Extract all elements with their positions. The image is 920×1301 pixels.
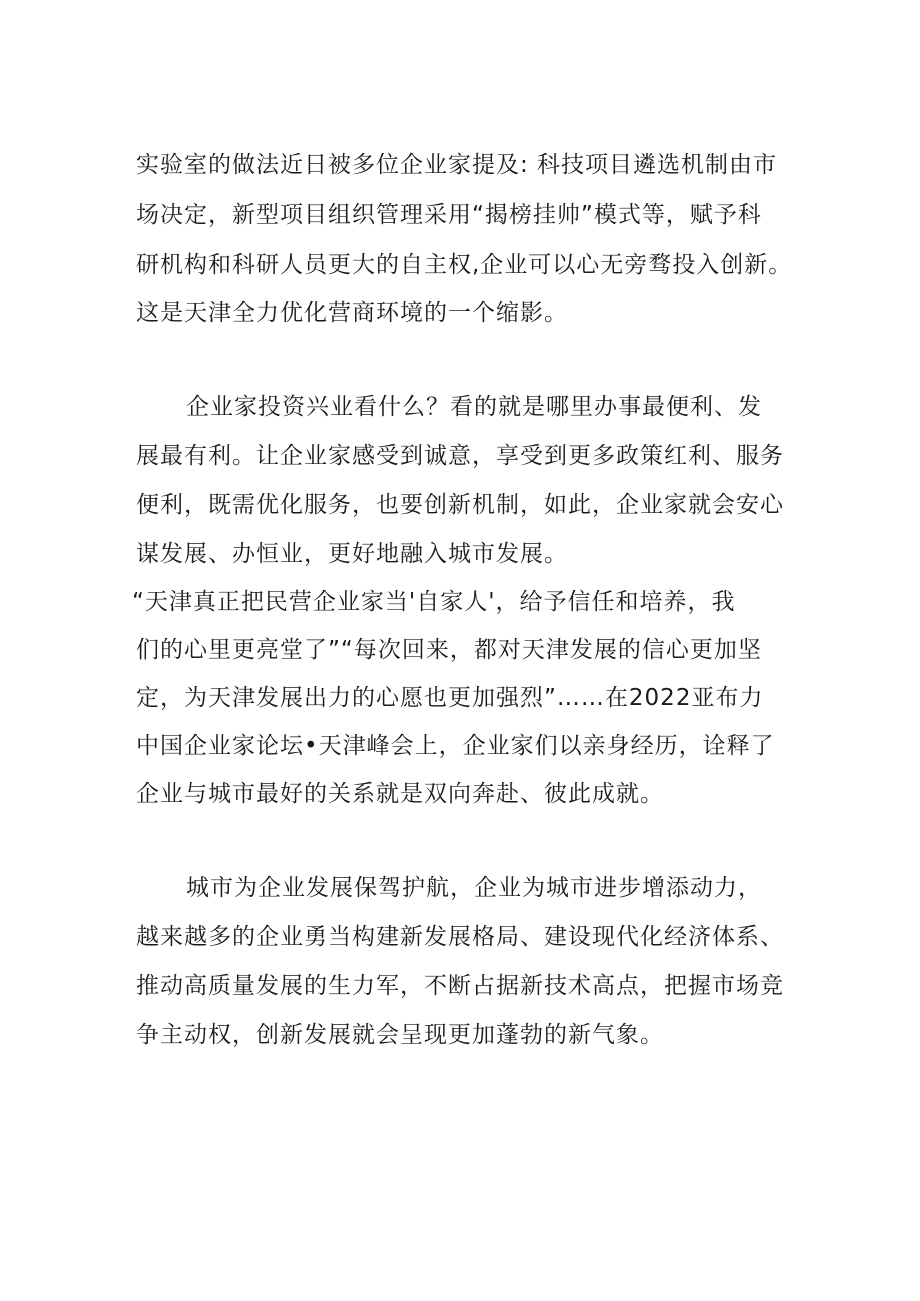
text-line: 便利，既需优化服务，也要创新机制，如此，企业家就会安心 [136,492,784,518]
text-line: 这是天津全力优化营商环境的一个缩影。 [136,300,568,326]
text-line: 城市为企业发展保驾护航，企业为城市进步增添动力， [186,875,762,901]
text-line: 推动高质量发展的生力军，不断占据新技术高点，把握市场竞 [136,973,784,999]
text-line: “天津真正把民营企业家当'自家人'，给予信任和培养，我 [132,589,736,615]
text-line: 企业家投资兴业看什么？看的就是哪里办事最便利、发 [186,394,762,420]
text-line: 场决定，新型项目组织管理采用“揭榜挂帅”模式等，赋予科 [136,202,762,228]
text-line: 实验室的做法近日被多位企业家提及: 科技项目遴选机制由市 [136,152,778,178]
text-line: 们的心里更亮堂了”“每次回来，都对天津发展的信心更加坚 [136,637,762,663]
text-line: 争主动权，创新发展就会呈现更加蓬勃的新气象。 [136,1022,664,1048]
text-line: 定，为天津发展出力的心愿也更加强烈”……在2022亚布力 [136,685,764,711]
text-line: 谋发展、办恒业，更好地融入城市发展。 [136,541,568,567]
text-line: 企业与城市最好的关系就是双向奔赴、彼此成就。 [136,781,664,807]
text-line: 研机构和科研人员更大的自主权,企业可以心无旁骛投入创新。 [136,252,793,278]
text-line: 越来越多的企业勇当构建新发展格局、建设现代化经济体系、 [136,924,784,950]
text-line: 中国企业家论坛•天津峰会上，企业家们以亲身经历，诠释了 [136,733,775,759]
text-line: 展最有利。让企业家感受到诚意，享受到更多政策红利、服务 [136,443,784,469]
